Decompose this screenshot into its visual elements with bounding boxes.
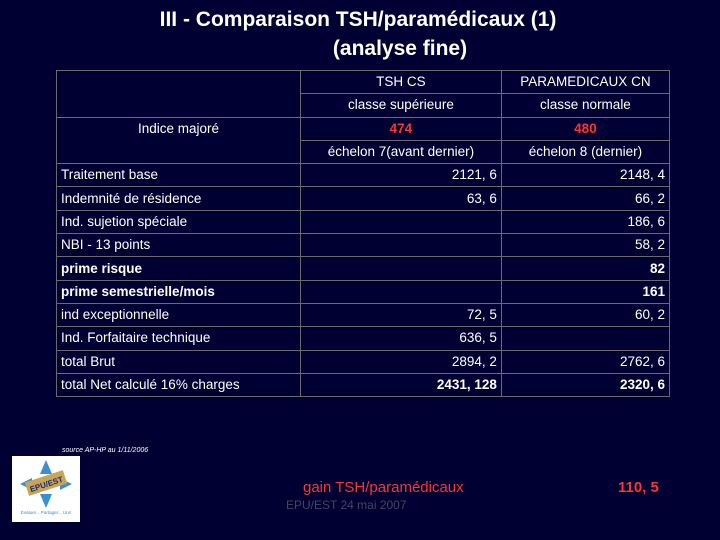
gain-value: 110, 5 [618,479,659,496]
table-row [57,303,670,326]
echelon-row [57,140,670,163]
tsh-class: classe supérieure [300,94,501,117]
row-tsh-value [300,210,501,233]
row-label: Ind. Forfaitaire technique [57,327,301,350]
row-tsh-value [300,257,501,280]
row-para-value: 186, 6 [501,210,669,233]
row-para-value [501,327,669,350]
indice-label: Indice majoré [57,117,301,140]
table-row [57,164,670,187]
tsh-echelon: échelon 7(avant dernier) [300,140,501,163]
epu-est-logo [12,456,80,522]
logo-graphic [12,456,80,522]
row-para-value: 66, 2 [501,187,669,210]
slide-subtitle: (analyse fine) [332,37,468,60]
table-row [57,234,670,257]
para-indice: 480 [501,117,669,140]
row-para-value: 82 [501,257,669,280]
indice-row [57,117,670,140]
row-label: Traitement base [57,164,301,187]
row-para-value: 161 [501,280,669,303]
logo-text: EPU/EST [28,474,65,494]
row-label: Indemnité de résidence [57,187,301,210]
row-para-value: 2148, 4 [501,164,669,187]
row-tsh-value: 63, 6 [300,187,501,210]
row-label: total Net calculé 16% charges [57,373,301,396]
class-empty-cell [57,94,301,117]
row-tsh-value: 72, 5 [300,303,501,326]
row-label: total Brut [57,350,301,373]
table-row [57,373,670,396]
row-label: ind exceptionnelle [57,303,301,326]
table-row [57,187,670,210]
para-echelon: échelon 8 (dernier) [501,140,669,163]
row-label: Ind. sujetion spéciale [57,210,301,233]
table-row [57,210,670,233]
row-para-value: 2762, 6 [501,350,669,373]
header-paramedicaux-cn: PARAMEDICAUX CN [501,71,669,94]
row-para-value: 58, 2 [501,234,669,257]
row-label: prime semestrielle/mois [57,280,301,303]
table-row [57,257,670,280]
echelon-empty-cell [57,140,301,163]
class-row [57,94,670,117]
row-para-value: 2320, 6 [501,373,669,396]
table-row [57,350,670,373]
header-tsh-cs: TSH CS [300,71,501,94]
row-tsh-value [300,280,501,303]
table-row [57,280,670,303]
para-class: classe normale [501,94,669,117]
comparison-table [56,70,670,397]
row-tsh-value: 636, 5 [300,327,501,350]
row-label: NBI - 13 points [57,234,301,257]
table-row [57,327,670,350]
source-note: source AP-HP au 1/11/2006 [62,447,149,454]
gain-label: gain TSH/paramédicaux [303,479,464,496]
row-tsh-value [300,234,501,257]
tsh-indice: 474 [300,117,501,140]
header-empty-cell [57,71,301,94]
logo-caption: Évaluer... Partager... Unir [20,510,72,515]
row-para-value: 60, 2 [501,303,669,326]
footer-text: EPU/EST 24 mai 2007 [286,498,407,512]
slide-title: III - Comparaison TSH/paramédicaux (1) [159,8,557,31]
row-tsh-value: 2431, 128 [300,373,501,396]
row-tsh-value: 2121, 6 [300,164,501,187]
row-tsh-value: 2894, 2 [300,350,501,373]
row-label: prime risque [57,257,301,280]
header-row [57,71,670,94]
